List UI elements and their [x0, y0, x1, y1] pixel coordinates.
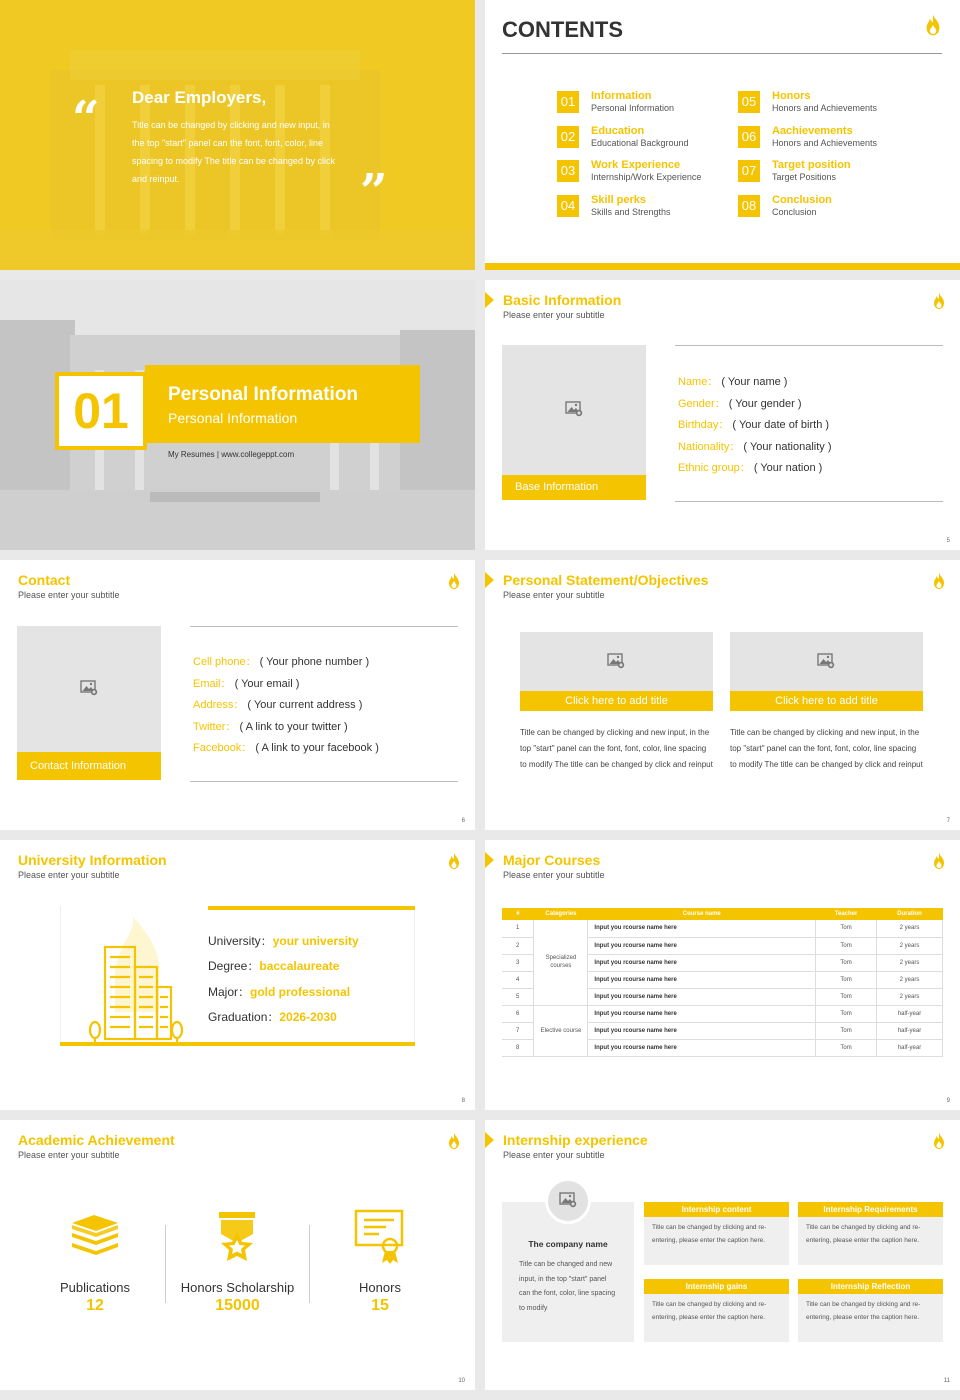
cell-teacher: Tom: [816, 954, 877, 971]
contents-item-subtitle: Skills and Strengths: [591, 206, 671, 217]
contents-item-title: Education: [591, 124, 645, 137]
cell-course-name: Input you rcourse name here: [588, 1005, 816, 1022]
contents-item-number: 01: [557, 91, 579, 113]
add-image-icon: [559, 1192, 577, 1208]
card-content-title: Internship content: [644, 1202, 789, 1217]
slide-subtitle: Please enter your subtitle: [503, 590, 605, 600]
title-chevron-icon: [485, 572, 494, 588]
books-stack-icon: [68, 1213, 122, 1259]
university-top-bar: [208, 906, 415, 910]
company-name: The company name: [528, 1239, 608, 1249]
flame-logo-icon: [932, 852, 946, 870]
contents-divider: [502, 53, 942, 54]
cell-teacher: Tom: [816, 971, 877, 988]
cell-category: Specialized courses: [534, 920, 588, 1005]
greeting-heading: Dear Employers,: [132, 88, 267, 107]
slide-subtitle: Please enter your subtitle: [18, 590, 120, 600]
statement-card-text-2: Title can be changed by clicking and new input, in the top "start" panel can the font, font, color, line spacing to modify The title can be changed by click and reinput: [730, 728, 923, 769]
slide-title: University Information: [18, 852, 167, 868]
contents-item-subtitle: Target Positions: [772, 172, 837, 182]
slide-major-courses[interactable]: [485, 840, 960, 1110]
slide-dear-employers[interactable]: [0, 0, 475, 270]
card-reflection-title: Internship Reflection: [798, 1279, 943, 1294]
add-image-icon: [817, 653, 835, 669]
company-logo-circle[interactable]: [545, 1178, 591, 1224]
contents-item-title: Aachievements: [772, 124, 853, 137]
page-number: 11: [943, 1378, 950, 1384]
stat-honors-label: Honors: [359, 1280, 401, 1295]
add-image-icon: [607, 653, 625, 669]
cell-number: 6: [502, 1005, 534, 1022]
section-credit: My Resumes | www.collegeppt.com: [168, 450, 295, 459]
cell-category: Elective course: [534, 1005, 588, 1056]
cell-duration: 2 years: [877, 971, 943, 988]
stat-publications-label: Publications: [59, 1280, 131, 1295]
card-requirements-title: Internship Requirements: [798, 1202, 943, 1217]
flame-logo-icon: [447, 1132, 461, 1150]
cell-teacher: Tom: [816, 937, 877, 954]
contents-item-subtitle: Honors and Achievements: [772, 103, 878, 113]
field-gender: Gender： ( Your gender ): [678, 397, 802, 410]
slide-basic-information[interactable]: [485, 280, 960, 550]
slide-title: Academic Achievement: [18, 1132, 175, 1148]
slide-contents[interactable]: [485, 0, 960, 270]
cell-course-name: Input you rcourse name here: [588, 1039, 816, 1056]
contents-item-04[interactable]: [557, 194, 727, 222]
university-bottom-bar: [60, 1042, 415, 1046]
table-header-row: [502, 908, 943, 920]
card-requirements-text: Title can be changed by clicking and re-entering, please enter the caption here.: [798, 1217, 943, 1265]
stat-publications-value: 12: [86, 1297, 104, 1314]
page-number: 9: [946, 1098, 950, 1104]
cell-duration: 2 years: [877, 988, 943, 1005]
field-degree: Degree：baccalaureate: [208, 959, 340, 974]
page-number: 10: [458, 1378, 465, 1384]
cell-teacher: Tom: [816, 1039, 877, 1056]
slide-title: Internship experience: [503, 1132, 648, 1148]
slide-title: Basic Information: [503, 292, 622, 308]
contents-item-01[interactable]: [557, 90, 727, 118]
cell-duration: 2 years: [877, 920, 943, 937]
contents-title: CONTENTS: [502, 17, 623, 42]
slide-title: Contact: [18, 572, 71, 588]
card-gains-text: Title can be changed by clicking and re-entering, please enter the caption here.: [644, 1294, 789, 1342]
stat-scholarship-value: 15000: [215, 1297, 260, 1314]
contents-item-06[interactable]: [738, 125, 908, 153]
contents-item-number: 06: [738, 126, 760, 148]
contents-item-number: 02: [557, 126, 579, 148]
field-nationality: Nationality： ( Your nationality ): [678, 440, 832, 453]
cell-number: 2: [502, 937, 534, 954]
cell-duration: half-year: [877, 1022, 943, 1039]
col-teacher: Teacher: [816, 908, 877, 920]
field-major: Major：gold professional: [208, 984, 351, 999]
statement-card-text-1: Title can be changed by clicking and new input, in the top "start" panel can the font, font, color, line spacing to modify The title can be changed by click and reinput: [520, 728, 713, 769]
contents-item-number: 03: [557, 160, 579, 182]
field-list: [678, 372, 853, 480]
contents-item-08[interactable]: [738, 194, 908, 222]
field-facebook: Facebook： ( A link to your facebook ): [193, 742, 379, 754]
field-birthday: Birthday： ( Your date of birth ): [678, 419, 830, 431]
cell-course-name: Input you rcourse name here: [588, 971, 816, 988]
stat-scholarship-label: Honors Scholarship: [180, 1280, 295, 1295]
cell-number: 8: [502, 1039, 534, 1056]
city-buildings-icon: [75, 912, 195, 1042]
table-row: [502, 1005, 943, 1022]
photo-placeholder[interactable]: [502, 345, 646, 475]
cell-duration: 2 years: [877, 937, 943, 954]
stat-honors-value: 15: [371, 1297, 389, 1314]
section-title: Personal Information: [168, 384, 359, 405]
page-number: 6: [461, 818, 465, 824]
col-duration: Duration: [877, 908, 943, 920]
title-chevron-icon: [485, 292, 494, 308]
field-address: Address： ( Your current address ): [193, 699, 363, 711]
contents-item-07[interactable]: [738, 159, 908, 187]
courses-table: [502, 908, 943, 1057]
medal-icon: [217, 1210, 257, 1266]
slide-subtitle: Please enter your subtitle: [18, 1150, 120, 1160]
contents-item-subtitle: Honors and Achievements: [772, 137, 878, 148]
slide-subtitle: Please enter your subtitle: [503, 1150, 605, 1160]
slide-subtitle: Please enter your subtitle: [18, 870, 120, 880]
cell-teacher: Tom: [816, 1022, 877, 1039]
field-twitter: Twitter： ( A link to your twitter ): [193, 720, 348, 733]
photo-placeholder[interactable]: [17, 626, 161, 752]
field-cell-phone: Cell phone： ( Your phone number ): [193, 656, 370, 668]
col-number: #: [502, 908, 534, 920]
contents-item-subtitle: Internship/Work Experience: [591, 172, 702, 182]
cell-teacher: Tom: [816, 1005, 877, 1022]
field-email: Email： ( Your email ): [193, 677, 300, 690]
company-text: Title can be changed and new input, in the top "start" panel can the font, color, line spacing to modify: [519, 1261, 616, 1312]
flame-logo-icon: [932, 1132, 946, 1150]
page-number: 7: [946, 818, 950, 824]
fields-bottom-line: [675, 501, 943, 502]
open-quote-icon: “: [72, 91, 100, 147]
contents-item-title: Skill perks: [591, 193, 647, 206]
statement-card-title-1[interactable]: Click here to add title: [520, 691, 713, 711]
cell-number: 3: [502, 954, 534, 971]
flame-logo-icon: [447, 572, 461, 590]
section-subtitle: Personal Information: [168, 410, 298, 426]
fields-bottom-line: [190, 781, 458, 782]
slide-title: Major Courses: [503, 852, 601, 868]
cell-number: 4: [502, 971, 534, 988]
greeting-body: Title can be changed by clicking and new input, in the top "start" panel can the font, font, color, line spacing to modify The title can be changed by click and reinput.: [132, 120, 335, 184]
col-course-name: Course name: [588, 908, 816, 920]
close-quote-icon: ”: [360, 164, 388, 220]
field-list: [193, 652, 453, 760]
slide-academic-achievement[interactable]: [0, 1120, 475, 1390]
title-chevron-icon: [485, 852, 494, 868]
field-university: University：your university: [208, 934, 359, 948]
cell-course-name: Input you rcourse name here: [588, 988, 816, 1005]
fields-top-line: [190, 626, 458, 627]
title-chevron-icon: [485, 1132, 494, 1148]
cell-teacher: Tom: [816, 988, 877, 1005]
cell-course-name: Input you rcourse name here: [588, 954, 816, 971]
section-number: 01: [73, 383, 129, 439]
statement-card-title-2[interactable]: Click here to add title: [730, 691, 923, 711]
slide-internship-experience[interactable]: [485, 1120, 960, 1390]
field-ethnic-group: Ethnic group： ( Your nation ): [678, 462, 823, 474]
slide-subtitle: Please enter your subtitle: [503, 310, 605, 320]
field-graduation: Graduation：2026-2030: [208, 1009, 337, 1024]
contents-item-title: Information: [591, 90, 652, 102]
add-image-icon: [80, 680, 98, 696]
add-image-icon: [565, 401, 583, 417]
contents-item-number: 04: [557, 195, 579, 217]
contents-item-title: Honors: [772, 90, 811, 102]
photo-label: Contact Information: [17, 752, 161, 780]
cell-number: 5: [502, 988, 534, 1005]
cell-duration: half-year: [877, 1039, 943, 1056]
card-reflection-text: Title can be changed by clicking and re-entering, please enter the caption here.: [798, 1294, 943, 1342]
contents-item-number: 07: [738, 160, 760, 182]
flame-logo-icon: [924, 12, 942, 38]
certificate-icon: [353, 1208, 407, 1266]
slide-subtitle: Please enter your subtitle: [503, 870, 605, 880]
slide-section-personal[interactable]: [0, 280, 475, 550]
statement-photo-1[interactable]: [520, 632, 713, 691]
field-name: Name： ( Your name ): [678, 376, 788, 388]
flame-logo-icon: [447, 852, 461, 870]
page-number: 5: [946, 538, 950, 544]
flame-logo-icon: [932, 292, 946, 310]
statement-photo-2[interactable]: [730, 632, 923, 691]
contents-item-05[interactable]: [738, 90, 908, 118]
cell-duration: half-year: [877, 1005, 943, 1022]
card-gains-title: Internship gains: [644, 1279, 789, 1294]
slide-personal-statement[interactable]: [485, 560, 960, 830]
card-content-text: Title can be changed by clicking and re-entering, please enter the caption here.: [644, 1217, 789, 1265]
contents-item-title: Work Experience: [591, 159, 681, 171]
contents-item-subtitle: Personal Information: [591, 103, 675, 113]
contents-item-number: 08: [738, 195, 760, 217]
contents-item-title: Conclusion: [772, 193, 832, 206]
cell-number: 1: [502, 920, 534, 937]
contents-item-title: Target position: [772, 159, 851, 171]
page-number: 8: [461, 1098, 465, 1104]
slide-title: Personal Statement/Objectives: [503, 572, 709, 588]
slide-contact[interactable]: [0, 560, 475, 830]
table-row: [502, 920, 943, 937]
cell-teacher: Tom: [816, 920, 877, 937]
cell-number: 7: [502, 1022, 534, 1039]
cell-course-name: Input you rcourse name here: [588, 937, 816, 954]
col-categories: Categories: [534, 908, 588, 920]
fields-top-line: [675, 345, 943, 346]
slide-university-information[interactable]: [0, 840, 475, 1110]
contents-item-subtitle: Conclusion: [772, 206, 817, 217]
bottom-accent-bar: [485, 263, 960, 270]
contents-item-03[interactable]: [557, 159, 727, 187]
contents-item-subtitle: Educational Background: [591, 137, 689, 148]
photo-label: Base Information: [502, 475, 646, 500]
university-fields: [208, 929, 359, 1030]
contents-item-02[interactable]: [557, 125, 727, 153]
contents-item-number: 05: [738, 91, 760, 113]
cell-duration: 2 years: [877, 954, 943, 971]
cell-course-name: Input you rcourse name here: [588, 920, 816, 937]
flame-logo-icon: [932, 572, 946, 590]
cell-course-name: Input you rcourse name here: [588, 1022, 816, 1039]
